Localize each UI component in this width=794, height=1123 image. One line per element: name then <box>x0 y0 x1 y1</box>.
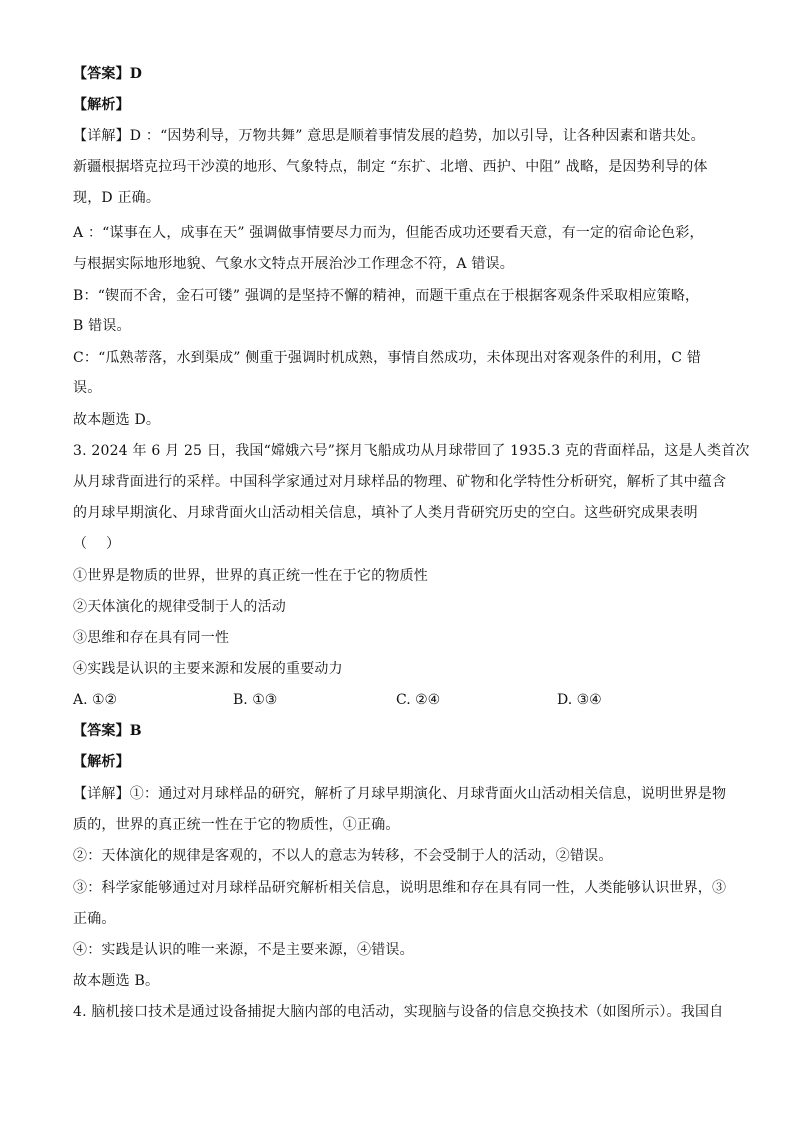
q3-stem-line: 3. 2024 年 6 月 25 日，我国“嫦娥六号”探月飞船成功从月球带回了 1935.3 克的背面样品，这是人类首次 <box>73 443 750 459</box>
q3-statement-2: ②天体演化的规律受制于人的活动 <box>73 599 286 615</box>
q2-answer: 【答案】D <box>73 66 143 82</box>
q3-stem-line: 的月球早期演化、月球背面火山活动相关信息，填补了人类月背研究历史的空白。这些研究成果表明 <box>73 505 698 521</box>
q3-conclusion: 故本题选 B。 <box>73 973 160 989</box>
q2-analysis-title: 【解析】 <box>73 97 130 113</box>
q3-analysis-title: 【解析】 <box>73 754 130 770</box>
q2-detail-line: 误。 <box>73 380 102 396</box>
q2-conclusion: 故本题选 D。 <box>73 412 161 428</box>
q3-statement-1: ①世界是物质的世界，世界的真正统一性在于它的物质性 <box>73 568 428 584</box>
q4-stem-line: 4. 脑机接口技术是通过设备捕捉大脑内部的电活动，实现脑与设备的信息交换技术（如图所示）。我国自 <box>73 1004 724 1020</box>
q2-detail-line: C：“瓜熟蒂落，水到渠成” 侧重于强调时机成熟，事情自然成功，未体现出对客观条件的利用，C 错 <box>73 350 702 366</box>
q2-detail-line: 与根据实际地形地貌、气象水文特点开展治沙工作理念不符，A 错误。 <box>73 256 514 272</box>
q3-detail-line: ③：科学家能够通过对月球样品研究解析相关信息，说明思维和存在具有同一性，人类能够认识世界，③ <box>73 880 727 896</box>
q3-statement-3: ③思维和存在具有同一性 <box>73 630 230 646</box>
q3-statement-4: ④实践是认识的主要来源和发展的重要动力 <box>73 661 343 677</box>
q3-option-c: C. ②④ <box>396 692 441 708</box>
q2-detail-line: A ：“谋事在人，成事在天” 强调做事情要尽力而为，但能否成功还要看天意，有一定的宿命论色彩， <box>73 225 704 241</box>
q3-detail-line: 正确。 <box>73 911 116 927</box>
q2-detail-line: B：“锲而不舍，金石可镂” 强调的是坚持不懈的精神，而题干重点在于根据客观条件采取相应策略， <box>73 288 700 304</box>
q3-detail-line: ②：天体演化的规律是客观的，不以人的意志为转移，不会受制于人的活动，②错误。 <box>73 848 613 864</box>
q3-stem-blank: （ ） <box>73 536 121 552</box>
q2-detail-line: 新疆根据塔克拉玛干沙漠的地形、气象特点，制定 “东扩、北增、西护、中阻” 战略，是因势利导的体 <box>73 159 708 175</box>
q3-detail-line: 质的，世界的真正统一性在于它的物质性，①正确。 <box>73 817 400 833</box>
q2-detail-line: B 错误。 <box>73 318 131 334</box>
q3-option-b: B. ①③ <box>233 692 278 708</box>
q3-detail-line: ④：实践是认识的唯一来源，不是主要来源，④错误。 <box>73 942 414 958</box>
q2-detail-line: 现，D 正确。 <box>73 190 161 206</box>
q3-stem-line: 从月球背面进行的采样。中国科学家通过对月球样品的物理、矿物和化学特性分析研究，解析了其中蕴含 <box>73 474 727 490</box>
q3-detail-line: 【详解】①：通过对月球样品的研究，解析了月球早期演化、月球背面火山活动相关信息，说明世界是物 <box>73 786 727 802</box>
q3-option-a: A. ①② <box>73 692 118 708</box>
q2-detail-line: 【详解】D ：“因势利导，万物共舞” 意思是顺着事情发展的趋势，加以引导，让各种因素和谐共处。 <box>73 128 705 144</box>
q3-answer: 【答案】B <box>73 723 142 739</box>
q3-option-d: D. ③④ <box>557 692 602 708</box>
